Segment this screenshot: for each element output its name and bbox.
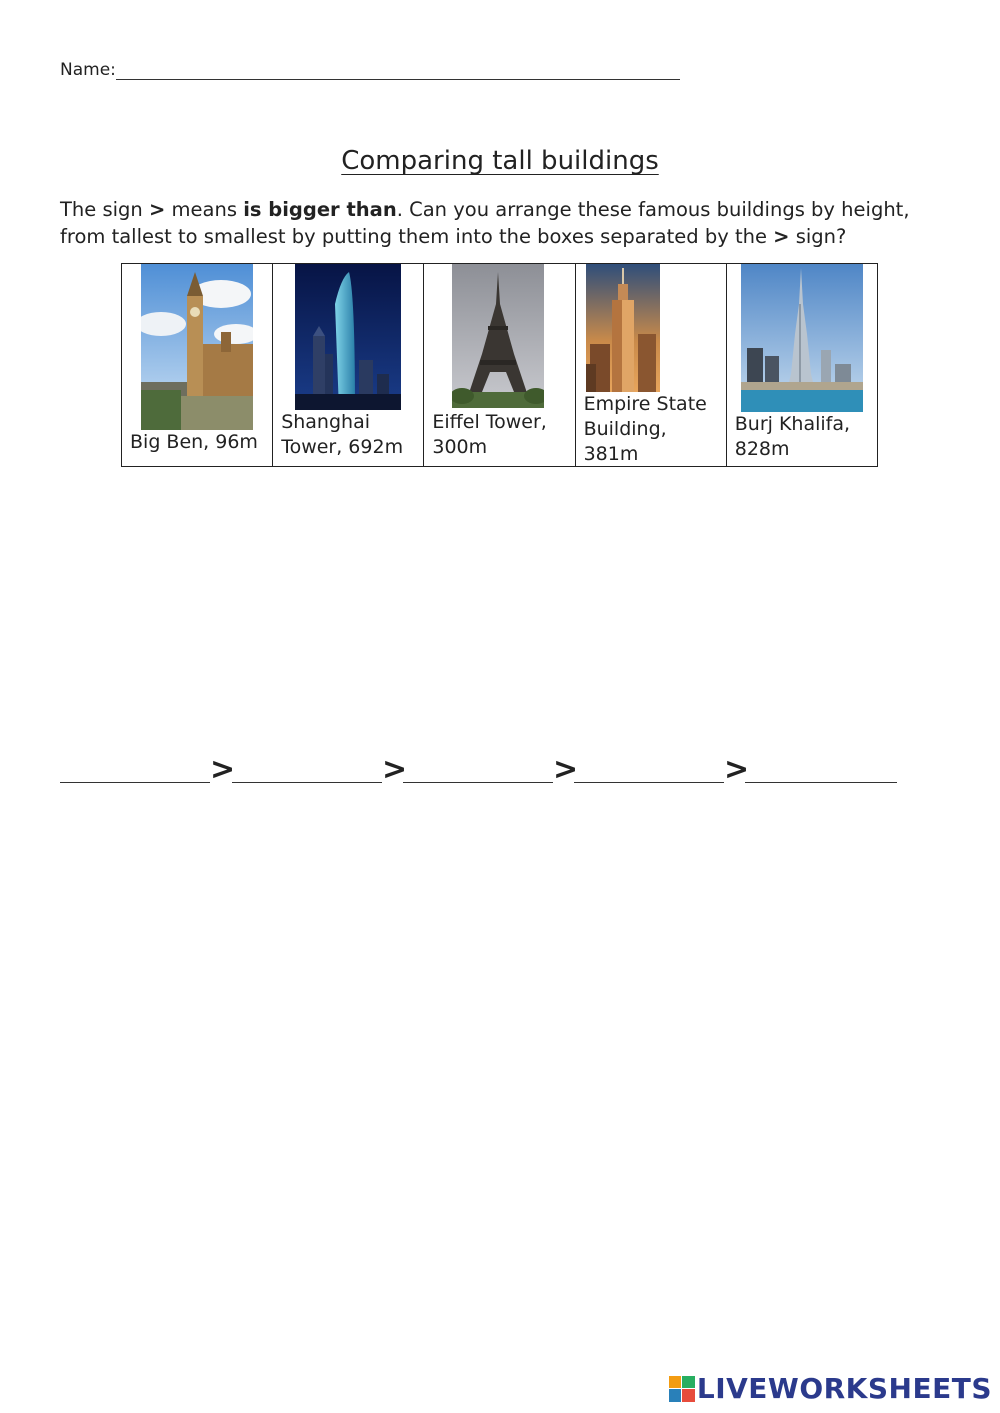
building-cell-eiffel-tower bbox=[424, 264, 575, 467]
building-caption: Eiffel Tower, 300m bbox=[432, 411, 547, 458]
big-ben-photo bbox=[141, 264, 253, 430]
instructions-text-1: The sign bbox=[60, 198, 149, 221]
greater-than-sign: > bbox=[724, 752, 750, 787]
shanghai-tower-photo bbox=[295, 264, 401, 410]
logo-text: LIVEWORKSHEETS bbox=[696, 1372, 992, 1405]
greater-than-sign: > bbox=[148, 198, 166, 221]
empire-state-building-photo bbox=[586, 264, 660, 392]
building-cell-burj-khalifa bbox=[726, 264, 877, 467]
greater-than-sign: > bbox=[210, 752, 236, 787]
answer-blank-2[interactable] bbox=[232, 782, 382, 783]
answer-row bbox=[60, 748, 960, 788]
name-label: Name: bbox=[60, 60, 116, 80]
building-caption: Empire State Building, 381m bbox=[583, 393, 707, 465]
building-cell-big-ben bbox=[122, 264, 273, 467]
building-caption: Shanghai Tower, 692m bbox=[281, 411, 404, 458]
name-blank[interactable] bbox=[116, 61, 680, 80]
answer-blank-1[interactable] bbox=[60, 782, 210, 783]
instructions bbox=[60, 196, 950, 250]
building-caption: Big Ben, 96m bbox=[130, 431, 258, 453]
answer-blank-3[interactable] bbox=[403, 782, 553, 783]
liveworksheets-logo bbox=[669, 1372, 992, 1405]
eiffel-tower-photo bbox=[452, 264, 544, 408]
instructions-text-2: means bbox=[165, 198, 244, 221]
building-cell-shanghai-tower bbox=[273, 264, 424, 467]
page-title: Comparing tall buildings bbox=[341, 146, 659, 176]
instructions-text-4: sign? bbox=[789, 225, 847, 248]
greater-than-sign: > bbox=[773, 225, 790, 248]
greater-than-sign: > bbox=[382, 752, 408, 787]
name-field[interactable] bbox=[60, 60, 680, 80]
buildings-table bbox=[121, 263, 878, 467]
building-caption: Burj Khalifa, 828m bbox=[734, 413, 851, 460]
answer-blank-4[interactable] bbox=[574, 782, 724, 783]
answer-blank-5[interactable] bbox=[745, 782, 897, 783]
building-cell-empire-state-building bbox=[575, 264, 726, 467]
instructions-bold: is bigger than bbox=[243, 198, 397, 221]
burj-khalifa-photo bbox=[741, 264, 863, 412]
instructions-text-3: . Can you arrange these famous buildings by height, from tallest to smallest by putting them into the boxes separated by the bbox=[60, 198, 910, 248]
logo-mark-icon bbox=[669, 1376, 695, 1402]
greater-than-sign: > bbox=[553, 752, 579, 787]
